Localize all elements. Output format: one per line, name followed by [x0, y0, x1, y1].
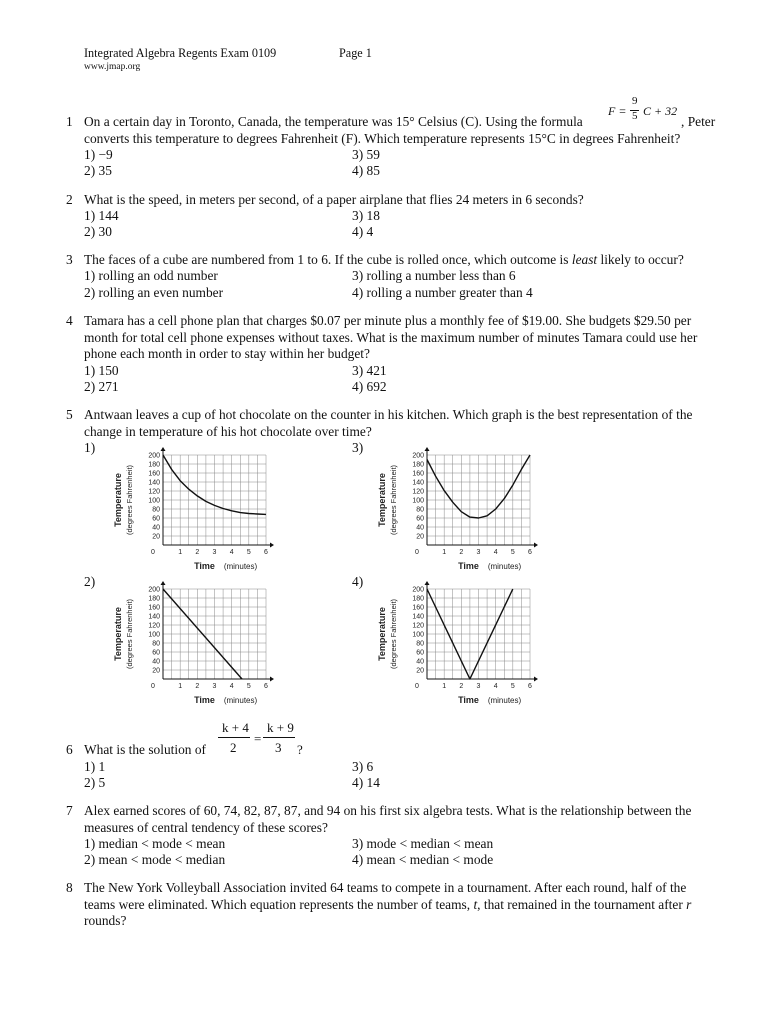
y-tick-label: 60	[416, 649, 424, 657]
rhs-denominator: 3	[275, 740, 282, 755]
question-text: On a certain day in Toronto, Canada, the temperature was 15° Celsius (C). Using the formula	[84, 114, 583, 129]
question-text: measures of central tendency of these scores?	[84, 820, 328, 835]
x-tick-label: 5	[510, 549, 515, 556]
question-number: 6	[66, 742, 73, 757]
equals-sign: =	[254, 731, 262, 746]
y-axis-arrow	[161, 447, 166, 451]
y-tick-label: 180	[412, 595, 424, 603]
x-tick-label: 1	[178, 683, 183, 690]
y-tick-label: 140	[148, 613, 160, 621]
y-tick-label: 100	[148, 631, 160, 639]
fraction-bar	[263, 737, 295, 738]
y-tick-label: 160	[148, 470, 160, 478]
choice-2[interactable]: 2) 5	[84, 775, 106, 790]
y-tick-label: 80	[416, 640, 424, 648]
y-tick-label: 40	[416, 524, 424, 532]
question-number: 7	[66, 803, 73, 818]
x-tick-label: 1	[442, 683, 447, 690]
x-tick-label: 6	[528, 549, 532, 556]
x-tick-label: 6	[264, 683, 268, 690]
x-tick-label: 0	[415, 683, 419, 690]
y-tick-label: 80	[152, 640, 160, 648]
y-tick-label: 200	[148, 452, 160, 460]
y-axis-title: Temperature	[113, 473, 123, 527]
variable-r: r	[686, 897, 692, 912]
formula-lhs: F =	[608, 104, 627, 118]
question-mark: ?	[297, 742, 303, 757]
choice-1[interactable]: 1) 1	[84, 759, 106, 774]
choice-4[interactable]: 4) 85	[352, 163, 380, 178]
y-axis-unit: (degrees Fahrenheit)	[389, 464, 398, 536]
source-url: www.jmap.org	[84, 62, 141, 72]
question-text: The New York Volleyball Association invited 64 teams to compete in a tournament. After each round, half of the	[84, 880, 687, 895]
y-tick-label: 40	[152, 524, 160, 532]
x-axis-unit: (minutes)	[223, 696, 258, 705]
x-axis-arrow	[534, 677, 538, 682]
y-tick-label: 200	[412, 586, 424, 594]
y-tick-label: 80	[152, 506, 160, 514]
question-text: What is the speed, in meters per second, of a paper airplane that flies 24 meters in 6 seconds?	[84, 192, 584, 207]
x-tick-label: 1	[442, 549, 447, 556]
y-tick-label: 160	[412, 604, 424, 612]
x-axis-arrow	[270, 677, 274, 682]
choice-4[interactable]: 4) 692	[352, 379, 387, 394]
question-text: Alex earned scores of 60, 74, 82, 87, 87, and 94 on his first six algebra tests. What is the relationship between the	[84, 803, 692, 818]
y-tick-label: 180	[148, 461, 160, 469]
y-tick-label: 140	[412, 479, 424, 487]
question-text: Antwaan leaves a cup of hot chocolate on the counter in his kitchen. Which graph is the best representation of the	[84, 407, 693, 422]
choice-4[interactable]: 4) 14	[352, 775, 380, 790]
y-tick-label: 20	[416, 667, 424, 675]
x-axis-title: Time	[194, 695, 215, 705]
graph-choice-3	[364, 444, 544, 576]
x-axis-unit: (minutes)	[223, 562, 258, 571]
y-tick-label: 120	[148, 622, 160, 630]
x-tick-label: 1	[178, 549, 183, 556]
x-tick-label: 3	[476, 549, 481, 556]
y-tick-label: 100	[412, 497, 424, 505]
question-number: 1	[66, 114, 73, 129]
rhs-numerator: k + 9	[267, 720, 294, 735]
x-axis-unit: (minutes)	[487, 562, 522, 571]
lhs-numerator: k + 4	[222, 720, 249, 735]
choice-2[interactable]: 2) 30	[84, 224, 112, 239]
formula-denominator: 5	[632, 110, 638, 122]
formula-rhs: C + 32	[643, 104, 678, 118]
x-tick-label: 0	[151, 683, 155, 690]
y-axis-unit: (degrees Fahrenheit)	[125, 598, 134, 670]
question-text: What is the solution of	[84, 742, 206, 757]
y-tick-label: 20	[416, 533, 424, 541]
y-tick-label: 20	[152, 533, 160, 541]
y-tick-label: 60	[416, 515, 424, 523]
x-tick-label: 0	[151, 549, 155, 556]
y-axis-arrow	[425, 581, 430, 585]
choice-3[interactable]: 3) 6	[352, 759, 374, 774]
x-axis-unit: (minutes)	[487, 696, 522, 705]
choice-2[interactable]: 2) mean < mode < median	[84, 852, 226, 867]
y-axis-arrow	[425, 447, 430, 451]
y-tick-label: 200	[412, 452, 424, 460]
x-tick-label: 6	[264, 549, 268, 556]
exam-title: Integrated Algebra Regents Exam 0109	[84, 46, 277, 60]
choice-3[interactable]: 3) 59	[352, 147, 380, 162]
choice-2[interactable]: 2) rolling an even number	[84, 285, 224, 300]
x-tick-label: 2	[195, 549, 200, 556]
x-tick-label: 4	[493, 549, 498, 556]
x-tick-label: 2	[195, 683, 200, 690]
y-tick-label: 180	[412, 461, 424, 469]
y-axis-unit: (degrees Fahrenheit)	[125, 464, 134, 536]
choice-1[interactable]: 1)	[84, 440, 96, 455]
x-axis-arrow	[534, 543, 538, 548]
choice-4[interactable]: 4) 4	[352, 224, 374, 239]
y-tick-label: 160	[148, 604, 160, 612]
x-axis-title: Time	[458, 561, 479, 571]
choice-1[interactable]: 1) rolling an odd number	[84, 268, 218, 283]
y-axis-title: Temperature	[113, 607, 123, 661]
x-tick-label: 4	[229, 549, 234, 556]
question-number: 4	[66, 313, 73, 328]
y-tick-label: 140	[412, 613, 424, 621]
choice-2[interactable]: 2) 271	[84, 379, 119, 394]
y-tick-label: 120	[148, 488, 160, 496]
formula-numerator: 9	[632, 95, 638, 107]
y-tick-label: 40	[152, 658, 160, 666]
y-tick-label: 120	[412, 622, 424, 630]
question-number: 5	[66, 407, 73, 422]
y-axis-title: Temperature	[377, 607, 387, 661]
x-tick-label: 3	[212, 549, 217, 556]
choice-2[interactable]: 2)	[84, 574, 96, 589]
x-tick-label: 0	[415, 549, 419, 556]
x-tick-label: 6	[528, 683, 532, 690]
question-text: change in temperature of his hot chocolate over time?	[84, 424, 372, 439]
choice-4[interactable]: 4) mean < median < mode	[352, 852, 494, 867]
x-tick-label: 4	[493, 683, 498, 690]
choice-3[interactable]: 3) mode < median < mean	[352, 836, 494, 851]
choice-3[interactable]: 3) 421	[352, 363, 387, 378]
emphasis-least: least	[571, 252, 598, 267]
question-text: Tamara has a cell phone plan that charges $0.07 per minute plus a monthly fee of $19.00. She budgets $29.50 per	[84, 313, 692, 328]
y-tick-label: 140	[148, 479, 160, 487]
graph-choice-4	[364, 578, 544, 710]
y-tick-label: 20	[152, 667, 160, 675]
fraction-bar	[218, 737, 250, 738]
question-text: rounds?	[84, 913, 127, 928]
x-tick-label: 3	[476, 683, 481, 690]
y-tick-label: 100	[148, 497, 160, 505]
choice-1[interactable]: 1) 150	[84, 363, 119, 378]
question-text: The faces of a cube are numbered from 1 to 6. If the cube is rolled once, which outcome is least likely to occur?	[84, 252, 684, 267]
y-tick-label: 60	[152, 515, 160, 523]
choice-1[interactable]: 1) median < mode < mean	[84, 836, 226, 851]
choice-3[interactable]: 3)	[352, 440, 364, 455]
question-text: converts this temperature to degrees Fahrenheit (F). Which temperature represents 15°C in degrees Fahrenheit?	[84, 131, 681, 146]
y-axis-unit: (degrees Fahrenheit)	[389, 598, 398, 670]
choice-1[interactable]: 1) 144	[84, 208, 119, 223]
x-tick-label: 5	[246, 549, 251, 556]
choice-1[interactable]: 1) −9	[84, 147, 113, 162]
x-tick-label: 2	[459, 549, 464, 556]
y-tick-label: 60	[152, 649, 160, 657]
y-tick-label: 200	[148, 586, 160, 594]
y-tick-label: 120	[412, 488, 424, 496]
question-text: phone each month in order to stay within her budget?	[84, 346, 370, 361]
graph-choice-2	[100, 578, 280, 710]
question-number: 8	[66, 880, 73, 895]
x-axis-title: Time	[458, 695, 479, 705]
question-number: 2	[66, 192, 73, 207]
variable-t: t	[473, 897, 478, 912]
y-tick-label: 100	[412, 631, 424, 639]
y-tick-label: 80	[416, 506, 424, 514]
x-axis-title: Time	[194, 561, 215, 571]
question-number: 3	[66, 252, 73, 267]
x-tick-label: 4	[229, 683, 234, 690]
y-tick-label: 40	[416, 658, 424, 666]
y-tick-label: 180	[148, 595, 160, 603]
y-axis-arrow	[161, 581, 166, 585]
choice-4[interactable]: 4)	[352, 574, 364, 589]
x-axis-arrow	[270, 543, 274, 548]
question-text: month for total cell phone expenses without taxes. What is the maximum number of minutes Tamara could use her	[84, 330, 698, 345]
choice-4[interactable]: 4) rolling a number greater than 4	[352, 285, 533, 300]
graph-choice-1	[100, 444, 280, 576]
choice-3[interactable]: 3) rolling a number less than 6	[352, 268, 516, 283]
x-tick-label: 3	[212, 683, 217, 690]
choice-2[interactable]: 2) 35	[84, 163, 112, 178]
x-tick-label: 5	[510, 683, 515, 690]
page-number: Page 1	[339, 46, 372, 60]
question-text: teams were eliminated. Which equation represents the number of teams, t, that remained in the tournament after r	[84, 897, 692, 912]
x-tick-label: 5	[246, 683, 251, 690]
question-text-end: , Peter	[681, 114, 716, 129]
y-tick-label: 160	[412, 470, 424, 478]
lhs-denominator: 2	[230, 740, 237, 755]
choice-3[interactable]: 3) 18	[352, 208, 380, 223]
x-tick-label: 2	[459, 683, 464, 690]
y-axis-title: Temperature	[377, 473, 387, 527]
